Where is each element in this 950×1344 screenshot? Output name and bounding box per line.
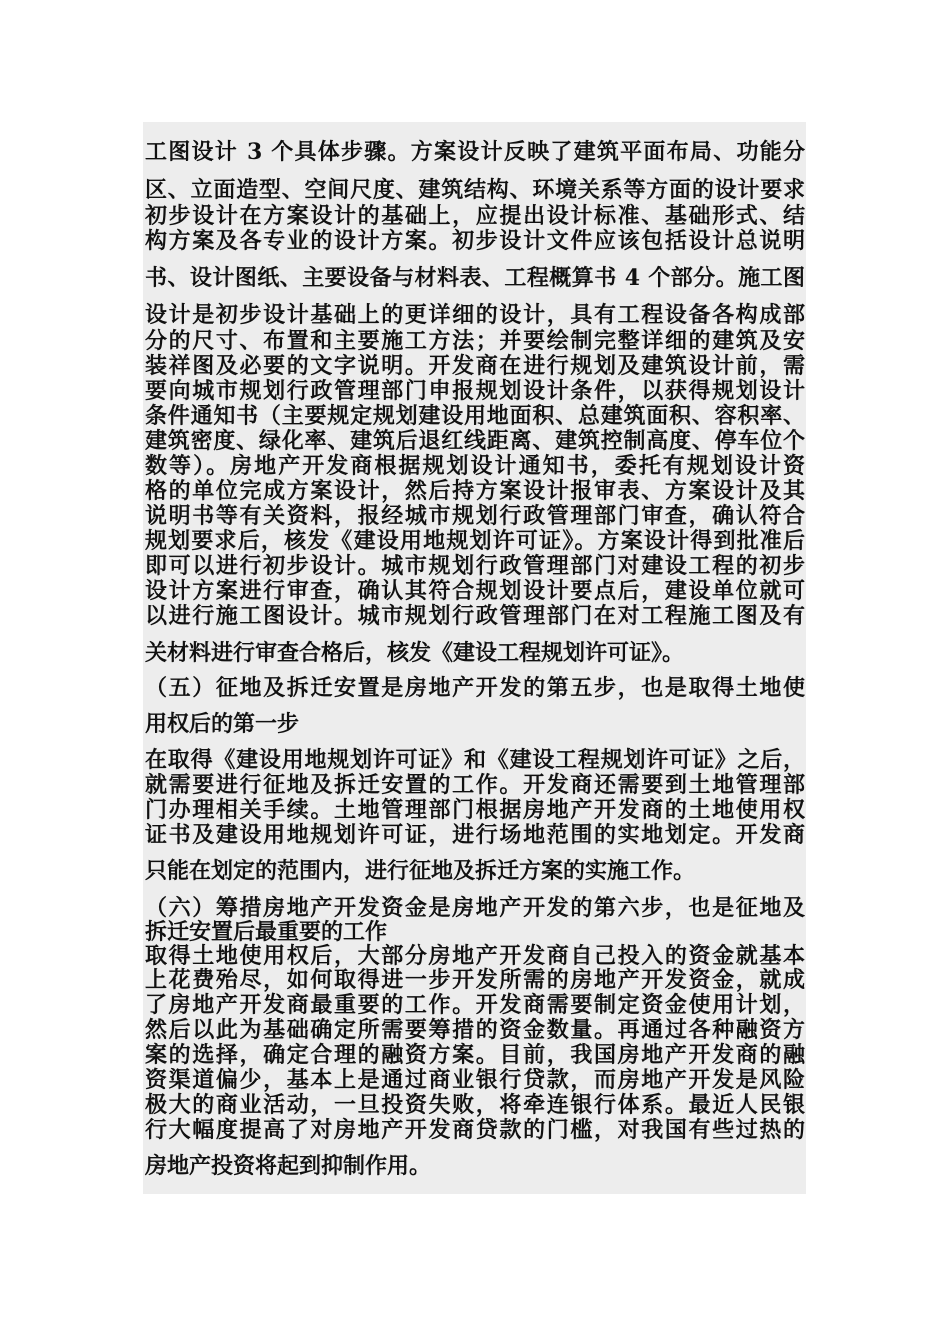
document-text-block: [143, 122, 806, 1194]
text-line: 数等）。房地产开发商根据规划设计通知书，委托有规划设计资: [145, 453, 805, 479]
text-line: 只能在划定的范围内，进行征地及拆迁方案的实施工作。: [145, 858, 696, 884]
text-line: 设计是初步设计基础上的更详细的设计，具有工程设备各构成部: [145, 302, 805, 328]
text-line: 资渠道偏少，基本上是通过商业银行贷款，而房地产开发是风险: [145, 1067, 805, 1093]
text-line: 在取得《建设用地规划许可证》和《建设工程规划许可证》之后，: [145, 747, 805, 773]
text-line: 门办理相关手续。土地管理部门根据房地产开发商的土地使用权: [145, 797, 805, 823]
text-line: 区、立面造型、空间尺度、建筑结构、环境关系等方面的设计要求: [145, 177, 805, 203]
text-line: 取得土地使用权后，大部分房地产开发商自己投入的资金就基本: [145, 943, 805, 969]
text-line: 然后以此为基础确定所需要筹措的资金数量。再通过各种融资方: [145, 1017, 805, 1043]
text-line: 了房地产开发商最重要的工作。开发商需要制定资金使用计划，: [145, 992, 805, 1018]
text-line: 关材料进行审查合格后，核发《建设工程规划许可证》。: [145, 640, 685, 666]
text-line: 行大幅度提高了对房地产开发商贷款的门槛，对我国有些过热的: [145, 1117, 805, 1143]
text-line: 就需要进行征地及拆迁安置的工作。开发商还需要到土地管理部: [145, 772, 805, 798]
text-line: 书、设计图纸、主要设备与材料表、工程概算书 4 个部分。施工图: [145, 265, 805, 291]
text-line: 极大的商业活动，一旦投资失败，将牵连银行体系。最近人民银: [145, 1092, 805, 1118]
section-heading: （六）筹措房地产开发资金是房地产开发的第六步，也是征地及: [145, 895, 805, 921]
text-line: 即可以进行初步设计。城市规划行政管理部门对建设工程的初步: [145, 553, 805, 579]
text-line: 构方案及各专业的设计方案。初步设计文件应该包括设计总说明: [145, 228, 805, 254]
text-line: 条件通知书（主要规定规划建设用地面积、总建筑面积、容积率、: [145, 403, 805, 429]
text-line: 规划要求后，核发《建设用地规划许可证》。方案设计得到批准后: [145, 528, 805, 554]
text-line: 以进行施工图设计。城市规划行政管理部门在对工程施工图及有: [145, 603, 805, 629]
text-line: 设计方案进行审查，确认其符合规划设计要点后，建设单位就可: [145, 578, 805, 604]
text-line: 说明书等有关资料，报经城市规划行政管理部门审查，确认符合: [145, 503, 805, 529]
section-heading: 拆迁安置后最重要的工作: [145, 919, 388, 945]
text-line: 格的单位完成方案设计，然后持方案设计报审表、方案设计及其: [145, 478, 805, 504]
section-heading: 用权后的第一步: [145, 711, 300, 737]
text-line: 建筑密度、绿化率、建筑后退红线距离、建筑控制高度、停车位个: [145, 428, 805, 454]
text-line: 初步设计在方案设计的基础上，应提出设计标准、基础形式、结: [145, 203, 805, 229]
text-line: 房地产投资将起到抑制作用。: [145, 1153, 432, 1179]
text-line: 装祥图及必要的文字说明。开发商在进行规划及建筑设计前，需: [145, 353, 805, 379]
text-line: 分的尺寸、布置和主要施工方法；并要绘制完整详细的建筑及安: [145, 328, 805, 354]
text-line: 案的选择，确定合理的融资方案。目前，我国房地产开发商的融: [145, 1042, 805, 1068]
section-heading: （五）征地及拆迁安置是房地产开发的第五步，也是取得土地使: [145, 675, 805, 701]
text-line: 证书及建设用地规划许可证，进行场地范围的实地划定。开发商: [145, 822, 805, 848]
text-line: 要向城市规划行政管理部门申报规划设计条件，以获得规划设计: [145, 378, 805, 404]
text-line: 上花费殆尽，如何取得进一步开发所需的房地产开发资金，就成: [145, 967, 805, 993]
text-line: 工图设计 3 个具体步骤。方案设计反映了建筑平面布局、功能分: [145, 139, 805, 165]
